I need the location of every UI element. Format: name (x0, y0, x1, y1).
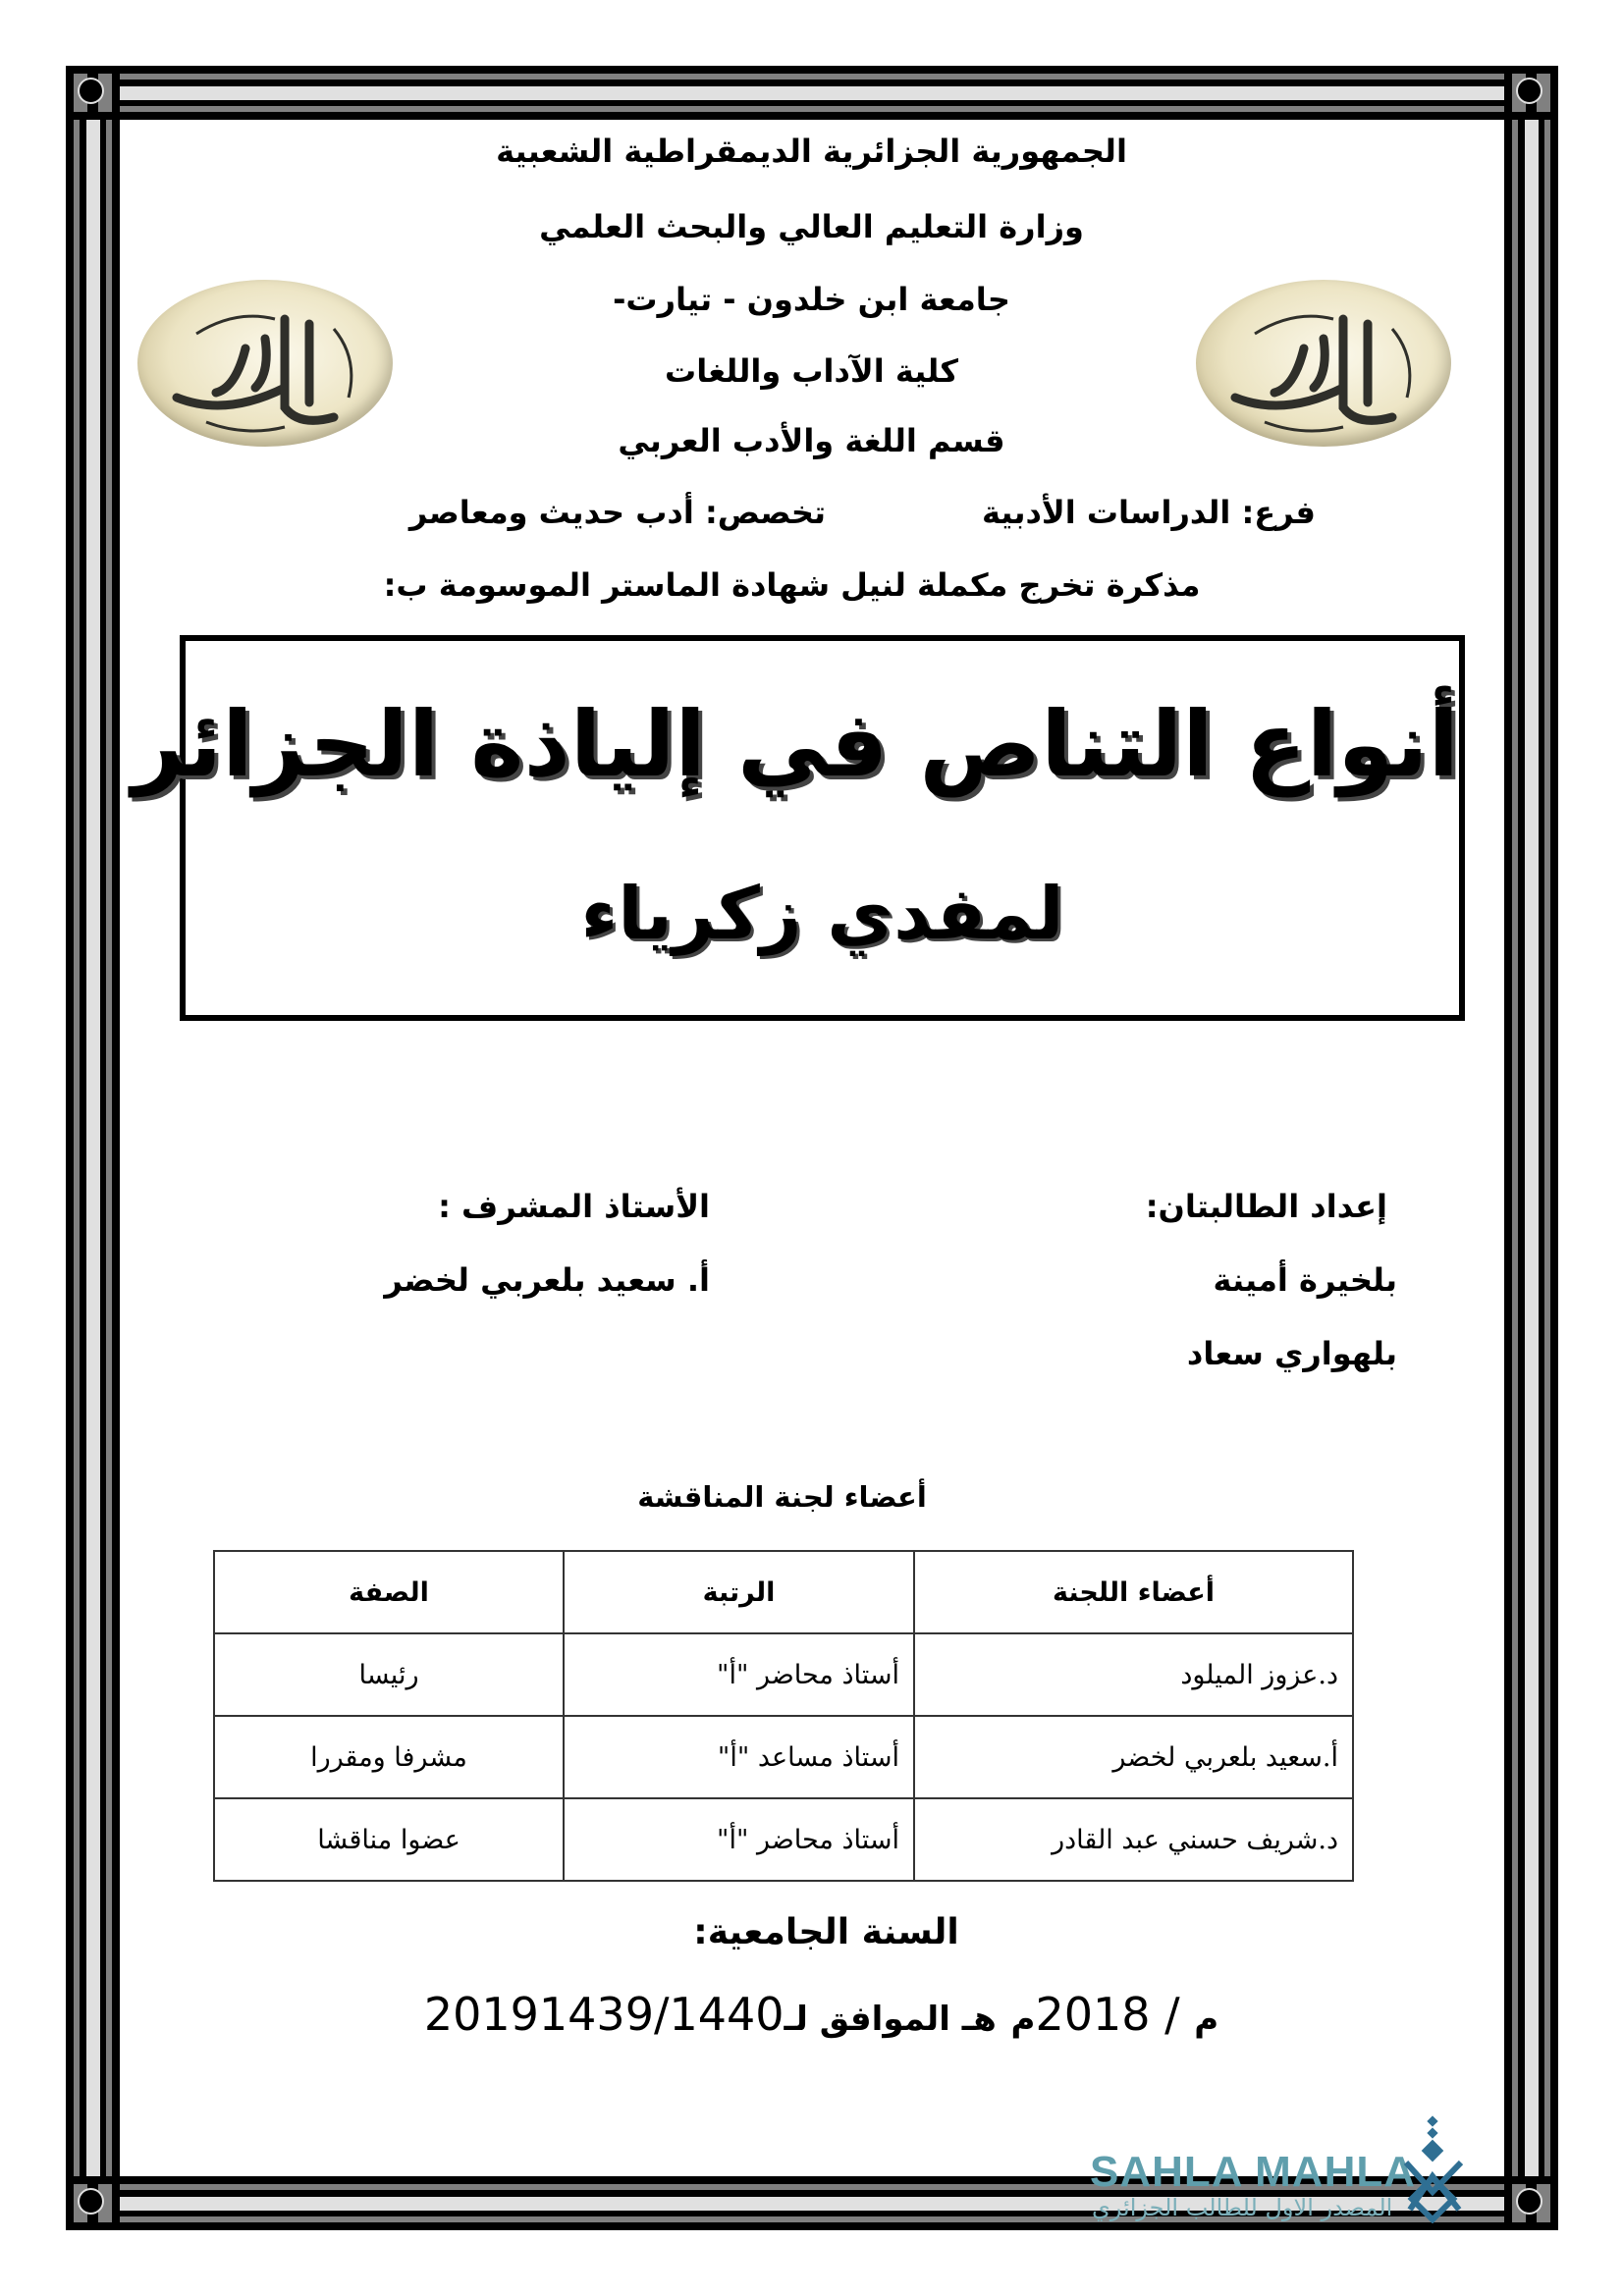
frame-top (120, 66, 1504, 120)
greg-suffix-2: م (1194, 2000, 1219, 2039)
year-gregorian-2: 2019 (423, 1988, 539, 2041)
thesis-title: أنواع التناص في إلياذة الجزائر (132, 692, 1459, 797)
republic-name: الجمهورية الجزائرية الديمقراطية الشعبية (496, 133, 1127, 170)
department-name: قسم اللغة والأدب العربي (618, 422, 1005, 459)
academic-year-label: السنة الجامعية: (693, 1912, 959, 1952)
header-rank: الرتبة (564, 1551, 914, 1633)
member-rank: أستاذ محاضر "أ" (564, 1798, 914, 1881)
university-logo-left (137, 280, 393, 447)
committee-header-row (214, 1551, 1353, 1633)
watermark-emblem-icon (1400, 2115, 1471, 2223)
students-label: إعداد الطالبتان: (1145, 1188, 1387, 1225)
watermark-logo-text: SAHLA MAHLA (1090, 2148, 1416, 2196)
student-name-1: بلخيرة أمينة (1213, 1261, 1397, 1299)
year-gregorian-1: 2018 (1035, 1988, 1151, 2041)
supervisor-name: أ. سعيد بلعربي لخضر (384, 1261, 710, 1299)
member-name: د.عزوز الميلود (914, 1633, 1353, 1716)
frame-corner-bottom-left (66, 2176, 120, 2230)
table-row (214, 1798, 1353, 1881)
table-row (214, 1633, 1353, 1716)
header-member: أعضاء اللجنة (914, 1551, 1353, 1633)
table-row (214, 1716, 1353, 1798)
member-role: عضوا مناقشا (214, 1798, 564, 1881)
specialty-label: تخصص: أدب حديث ومعاصر (408, 494, 826, 531)
frame-corner-top-left (66, 66, 120, 120)
committee-table (213, 1550, 1354, 1882)
student-name-2: بلهواري سعاد (1186, 1335, 1397, 1372)
member-rank: أستاذ محاضر "أ" (564, 1633, 914, 1716)
member-role: رئيسا (214, 1633, 564, 1716)
member-name: د.شريف حسني عبد القادر (914, 1798, 1353, 1881)
committee-title: أعضاء لجنة المناقشة (637, 1480, 927, 1514)
thesis-subtitle: لمفدي زكرياء (580, 872, 1064, 956)
supervisor-label: الأستاذ المشرف : (438, 1188, 710, 1225)
calligraphy-emblem-icon (137, 280, 393, 447)
hijri-suffix: هـ الموافق لـ (784, 2000, 997, 2039)
member-role: مشرفا ومقررا (214, 1716, 564, 1798)
thesis-note: مذكرة تخرج مكملة لنيل شهادة الماستر الموسومة ب: (383, 566, 1201, 604)
member-rank: أستاذ مساعد "أ" (564, 1716, 914, 1798)
faculty-name: كلية الآداب واللغات (665, 352, 958, 390)
academic-year-value (10, 1988, 1623, 2041)
watermark-tagline: المصدر الاول للطالب الجزائري (1092, 2194, 1393, 2221)
calligraphy-emblem-icon (1196, 280, 1451, 447)
header-role: الصفة (214, 1551, 564, 1633)
branch-label: فرع: الدراسات الأدبية (982, 494, 1316, 531)
greg-suffix-1: م (1010, 2000, 1036, 2039)
member-name: أ.سعيد بلعربي لخضر (914, 1716, 1353, 1798)
corner-ring-icon (1516, 78, 1542, 104)
ministry-name: وزارة التعليم العالي والبحث العلمي (539, 208, 1084, 245)
university-logo-right (1196, 280, 1451, 447)
frame-corner-bottom-right (1504, 2176, 1558, 2230)
corner-ring-icon (78, 78, 104, 104)
year-separator: / (1164, 1988, 1180, 2041)
corner-ring-icon (1516, 2188, 1542, 2215)
year-hijri: 1439/1440 (538, 1988, 784, 2041)
university-name: جامعة ابن خلدون - تيارت- (613, 281, 1010, 318)
thesis-title-box (132, 635, 1465, 1021)
frame-corner-top-right (1504, 66, 1558, 120)
corner-ring-icon (78, 2188, 104, 2215)
